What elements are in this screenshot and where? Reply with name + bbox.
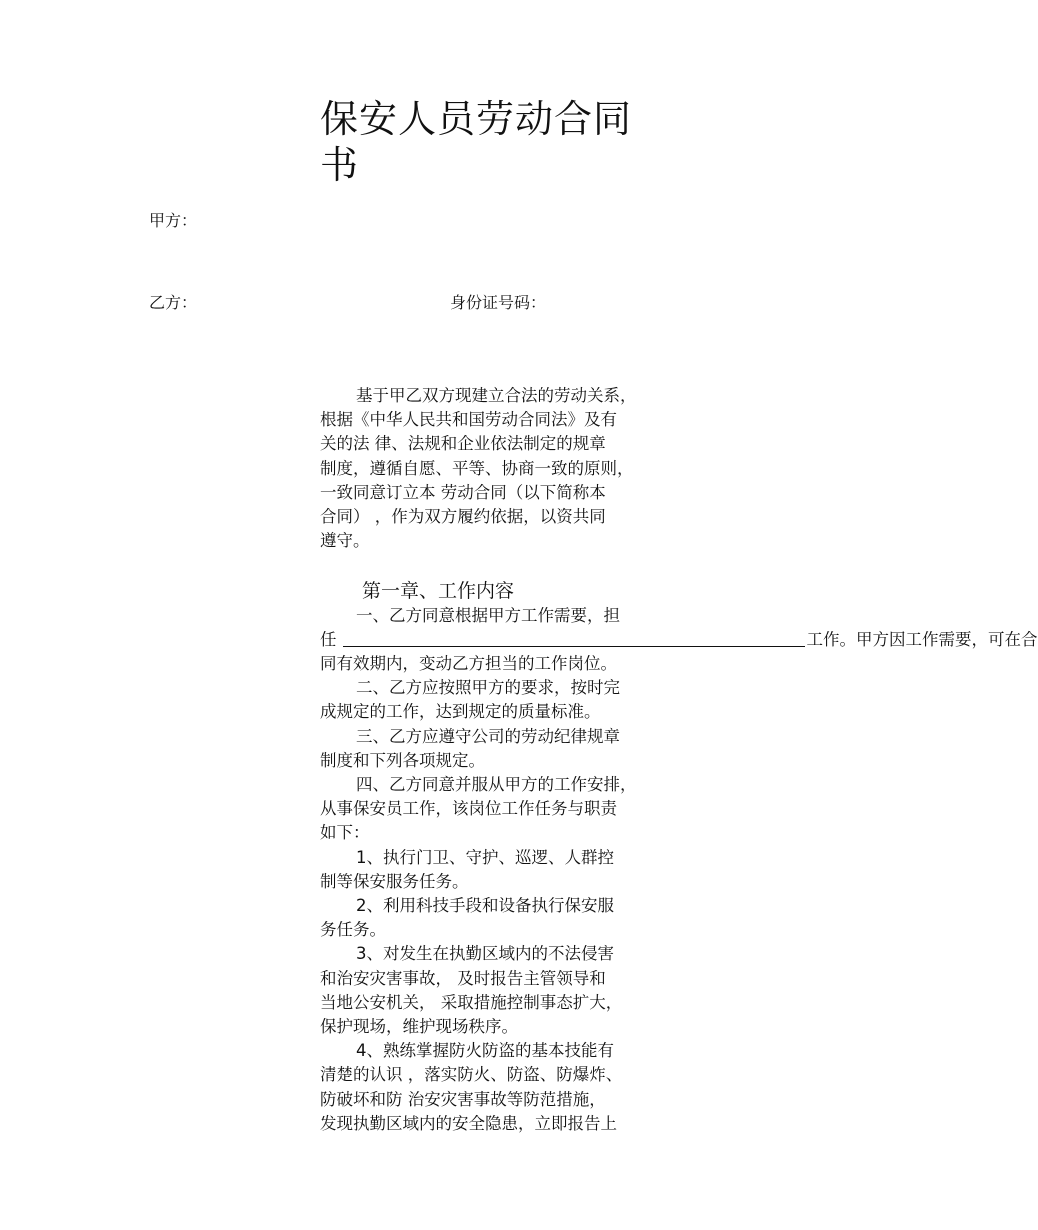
body-line: 从事保安员工作，该岗位工作任务与职责 (320, 799, 617, 819)
body-line: 1、执行门卫、守护、巡逻、人群控 (356, 847, 614, 867)
body-line: 发现执勤区域内的安全隐患，立即报告上 (320, 1113, 617, 1133)
preamble-line: 基于甲乙双方现建立合法的劳动关系， (356, 386, 637, 405)
body-line: 3、对发生在执勤区域内的不法侵害 (356, 944, 614, 964)
preamble-paragraph (320, 384, 680, 553)
body-line: 防破坏和防 治安灾害事故等防范措施， (320, 1089, 606, 1109)
id-number-label: 身份证号码： (450, 293, 547, 312)
chapter-1-body (320, 652, 680, 1136)
body-line: 成规定的工作，达到规定的质量标准。 (320, 702, 601, 722)
job-title-blank (343, 630, 805, 647)
item-1-first-line-block (320, 604, 680, 628)
body-line: 如下： (320, 823, 370, 843)
preamble-line: 合同） ，作为双方履约依据，以资共同 (320, 507, 606, 527)
chapter-1-lines (320, 676, 680, 1136)
item-1-suffix: 工作。甲方因工作需要，可在合 (806, 630, 1038, 649)
document-title: 保安人员劳动合同书 (320, 97, 633, 187)
body-line: 清楚的认识 ，落实防火、防盗、防爆炸、 (320, 1065, 623, 1085)
preamble-line: 根据《中华人民共和国劳动合同法》及有 (320, 410, 617, 430)
body-line: 制度和下列各项规定。 (320, 750, 485, 770)
item-1-line: 一、乙方同意根据甲方工作需要，担 (356, 606, 620, 625)
body-line: 务任务。 (320, 920, 386, 940)
preamble-line: 关的法 律、法规和企业依法制定的规章 (320, 434, 606, 454)
body-line: 制等保安服务任务。 (320, 871, 469, 891)
preamble-line: 遵守。 (320, 531, 370, 551)
body-line: 二、乙方应按照甲方的要求，按时完 (356, 678, 620, 698)
item-1-prefix: 任 (320, 630, 337, 649)
body-line: 2、利用科技手段和设备执行保安服 (356, 896, 614, 916)
preamble-line: 一致同意订立本 劳动合同（以下简称本 (320, 482, 606, 502)
body-line: 三、乙方应遵守公司的劳动纪律规章 (356, 726, 620, 746)
item-1-blank-line (320, 628, 1038, 652)
party-b-label: 乙方： (149, 293, 198, 312)
preamble-line: 制度，遵循自愿、平等、协商一致的原则， (320, 458, 634, 478)
item-1-line: 同有效期内，变动乙方担当的工作岗位。 (320, 654, 617, 673)
body-line: 4、熟练掌握防火防盗的基本技能有 (356, 1041, 614, 1061)
body-line: 当地公安机关， 采取措施控制事态扩大， (320, 992, 623, 1012)
party-a-label: 甲方： (149, 211, 198, 230)
body-line: 四、乙方同意并服从甲方的工作安排， (356, 775, 637, 795)
body-line: 和治安灾害事故， 及时报告主管领导和 (320, 968, 606, 988)
body-line: 保护现场，维护现场秩序。 (320, 1017, 518, 1037)
chapter-1-heading: 第一章、工作内容 (362, 580, 515, 602)
